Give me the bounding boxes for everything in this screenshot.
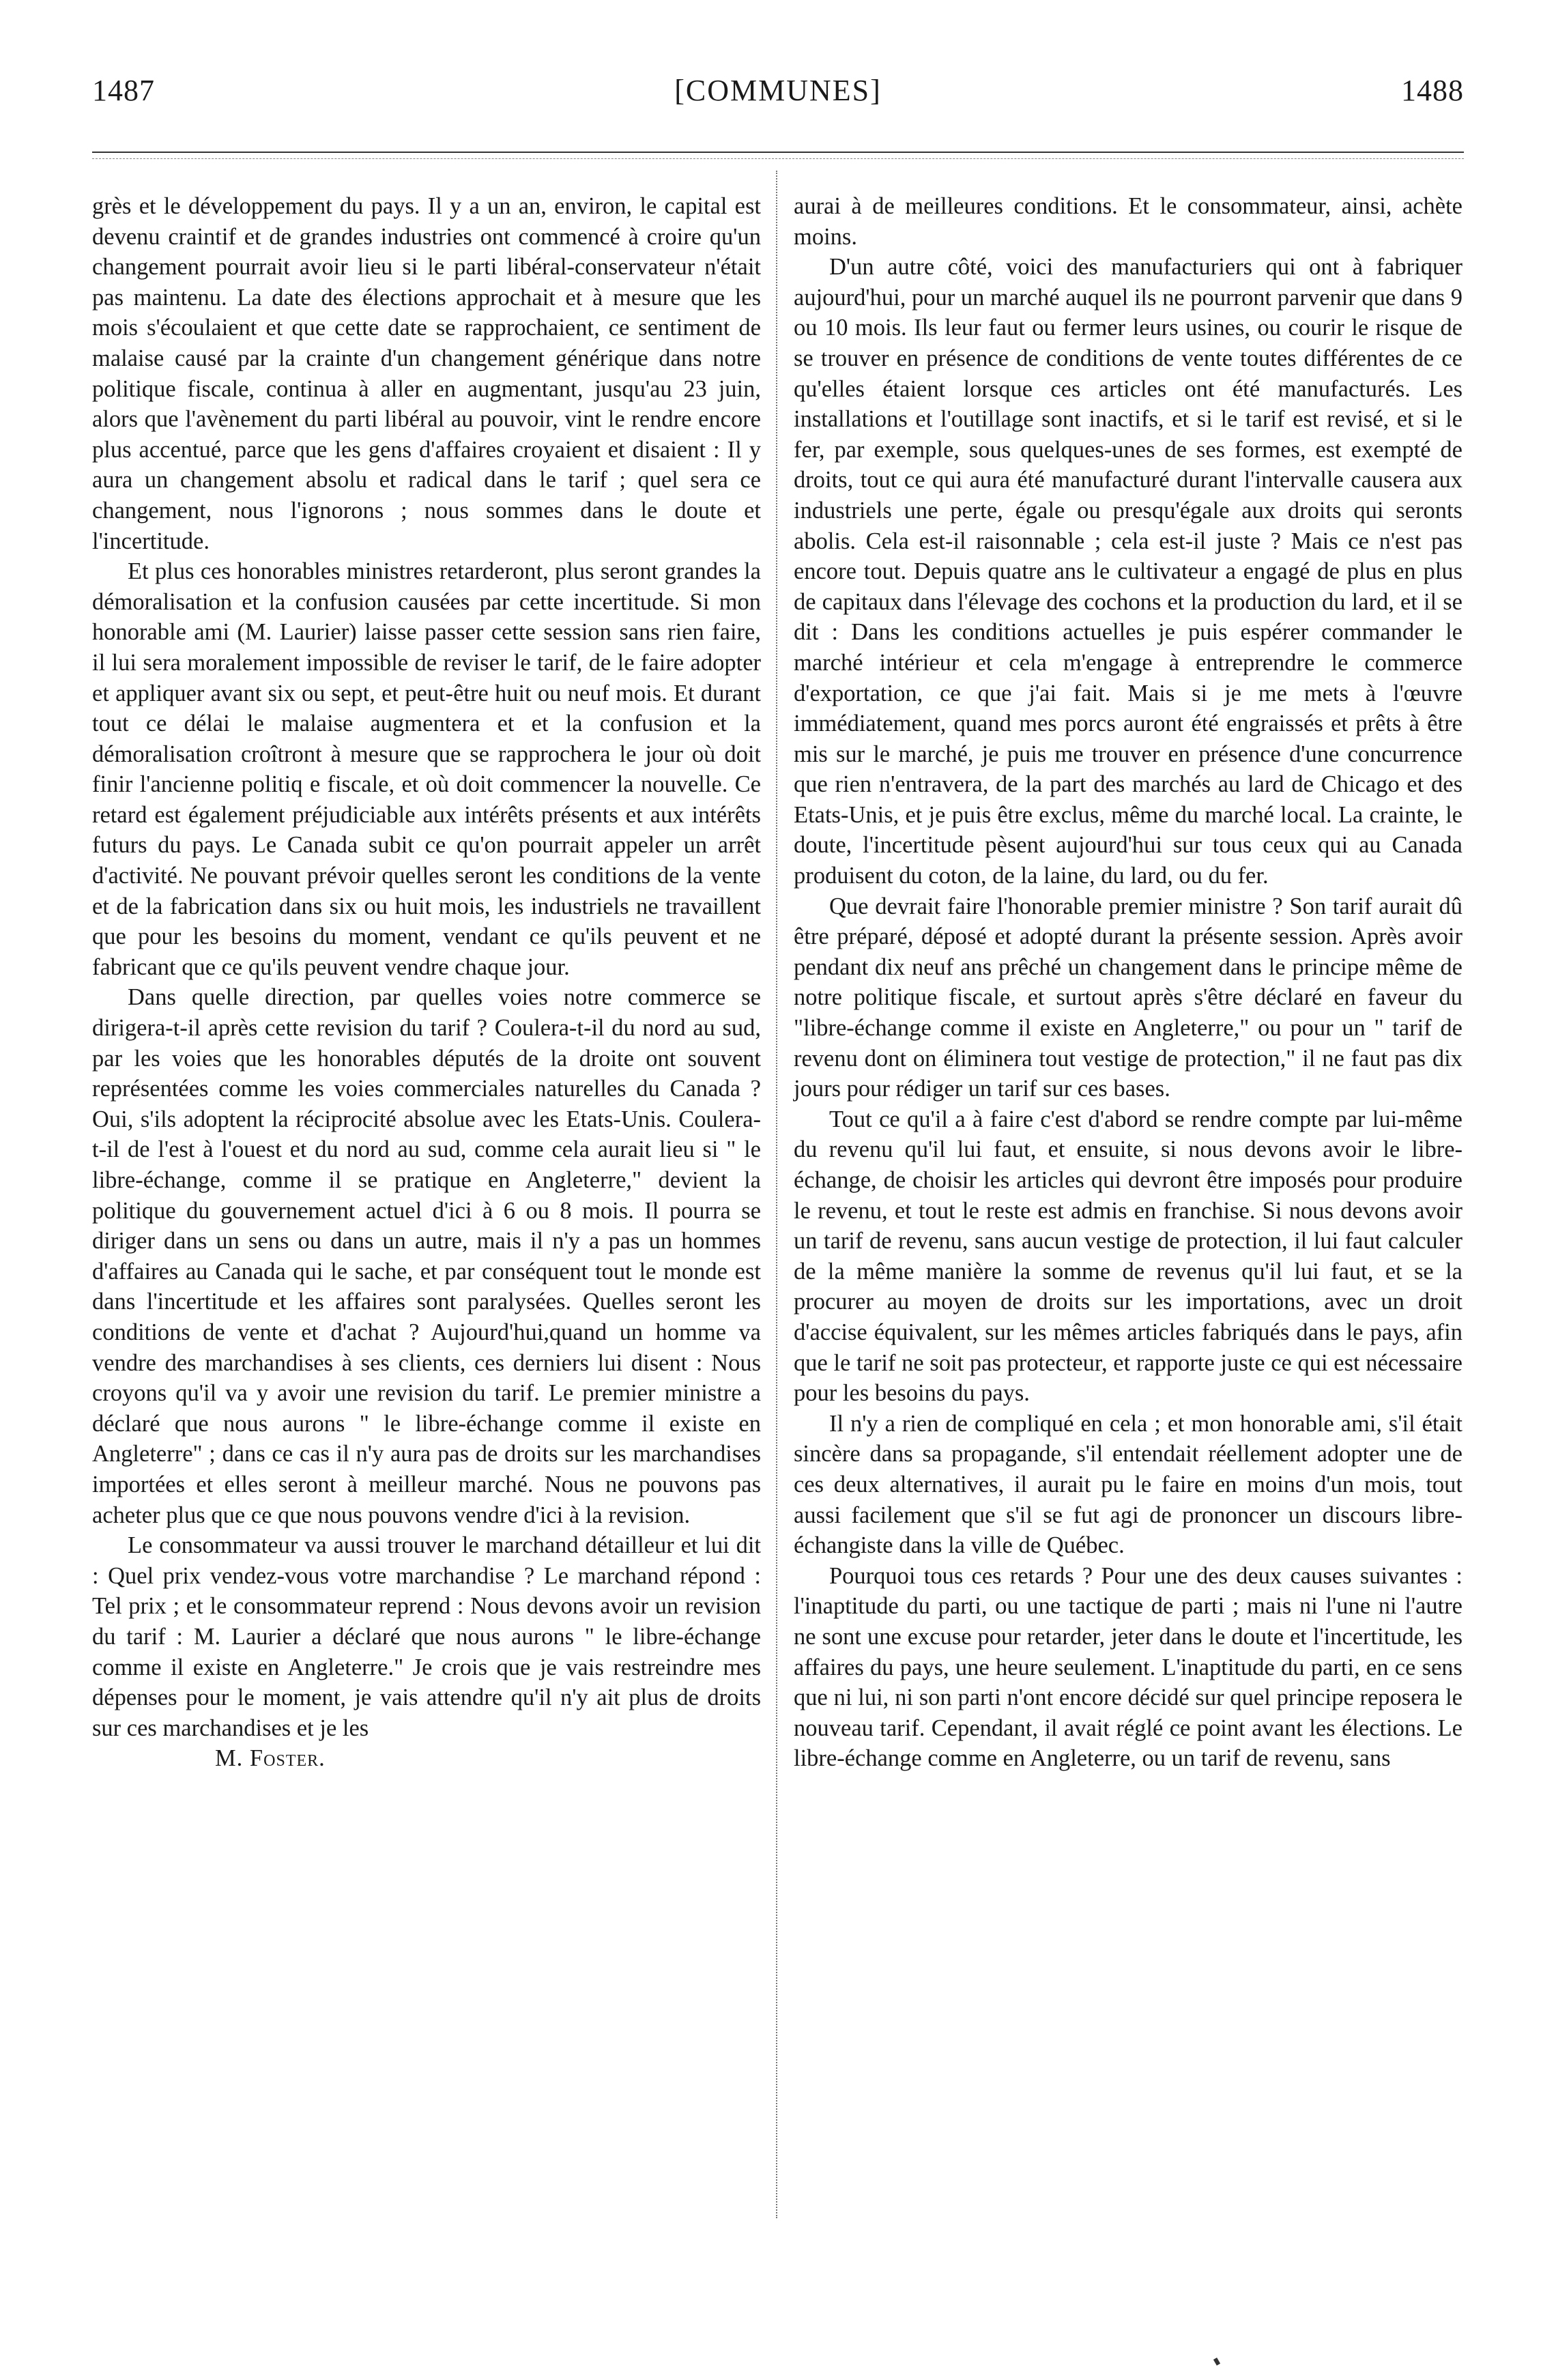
speaker-signature: M. Foster. [215, 1745, 326, 1772]
right-paragraph-4: Tout ce qu'il a à faire c'est d'abord se rendre compte par lui-même du revenu qu'il lui faut, et ensuite, si nous devons avoir le libre-échange, de choisir les articles qui devront être imposés pour produire le revenu, et tout le reste est admis en franchise. Si nous devons avoir un tarif de revenu, sans aucun vestige de protection, il lui faut calculer de la même manière la somme de revenus qu'il lui faut, et se la procurer au moyen de droits sur les importations, avec un droit d'accise équivalent, sur les mêmes articles fabriqués dans le pays, afin que le tarif ne soit pas protecteur, et rapporte juste ce qui est nécessaire pour les besoins du pays. [794, 1106, 1463, 1407]
header-rule [92, 152, 1464, 153]
page-header [92, 65, 1464, 119]
right-paragraph-1: aurai à de meilleures conditions. Et le consommateur, ainsi, achète moins. [794, 193, 1463, 250]
page-number-right: 1488 [1401, 74, 1464, 107]
right-paragraph-5: Il n'y a rien de compliqué en cela ; et mon honorable ami, s'il était sincère dans sa propagande, s'il entendait réellement adopter une de ces deux alternatives, il aurait pu le faire en moins d'un mois, tout aussi facilement que s'il se fut agi de prononcer un discours libre-échangiste dans la ville de Québec. [794, 1410, 1463, 1559]
left-paragraph-1: grès et le développement du pays. Il y a un an, environ, le capital est devenu craintif et de grandes industries ont commencé à croire qu'un changement pourrait avoir lieu si le parti libéral-conservateur n'était pas maintenu. La date des élections approchait et à mesure que les mois s'écoulaient et que cette date se rapprochaient, ce sentiment de malaise causé par la crainte d'un changement générique dans notre politique fiscale, continua à aller en augmentant, jusqu'au 23 juin, alors que l'avènement du parti libéral au pouvoir, vint le rendre encore plus accentué, parce que les gens d'affaires croyaient et disaient : Il y aura un changement absolu et radical dans le tarif ; quel sera ce changement, nous l'ignorons ; nous sommes dans le doute et l'incertitude. [92, 193, 761, 554]
left-paragraph-4: Le consommateur va aussi trouver le marchand détailleur et lui dit : Quel prix vendez-vous votre marchandise ? Le marchand répond : Tel prix ; et le consommateur reprend : Nous devons avoir un revision du tarif : M. Laurier a déclaré que nous aurons " le libre-échange comme il existe en Angleterre." Je crois que je vais restreindre mes dépenses pour le moment, je vais attendre qu'il n'y ait plus de droits sur ces marchandises et je les [92, 1532, 761, 1741]
page-number-left: 1487 [92, 74, 155, 107]
left-column [92, 191, 761, 1774]
running-title: [COMMUNES] [674, 74, 882, 107]
right-column [794, 191, 1463, 1774]
left-paragraph-3: Dans quelle direction, par quelles voies notre commerce se dirigera-t-il après cette revision du tarif ? Coulera-t-il du nord au sud, par les voies que les honorables députés de la droite ont souvent représentées comme les voies commerciales naturelles du Canada ? Oui, s'ils adoptent la réciprocité absolue avec les Etats-Unis. Coulera-t-il de l'est à l'ouest et du nord au sud, comme cela aurait lieu si " le libre-échange, comme il se pratique en Angleterre," devient la politique du gouvernement actuel d'ici à 6 ou 8 mois. Il pourra se diriger dans un sens ou dans un autre, mais il n'y a pas un hommes d'affaires au Canada qui le sache, et par conséquent tout le monde est dans l'incertitude et les affaires sont paralysées. Quelles seront les conditions de vente et d'achat ? Aujourd'hui,quand un homme va vendre des marchandises à ses clients, ces derniers lui disent : Nous croyons qu'il va y avoir une revision du tarif. Le premier ministre a déclaré que nous aurons " le libre-échange comme il existe en Angleterre" ; dans ce cas il n'y aura pas de droits sur les marchandises importées et elles seront à meilleur marché. Nous ne pouvons pas acheter plus que ce que nous pouvons vendre d'ici à la revision. [92, 984, 761, 1528]
column-divider [776, 171, 777, 2218]
header-rule-secondary [92, 158, 1464, 159]
print-speck [1213, 2357, 1220, 2366]
right-paragraph-2: D'un autre côté, voici des manufacturiers qui ont à fabriquer aujourd'hui, pour un marché auquel ils ne pourront parvenir que dans 9 ou 10 mois. Ils leur faut ou fermer leurs usines, ou courir le risque de se trouver en présence de conditions de vente toutes différentes de ce qu'elles étaient lorsque ces articles ont été manufacturés. Les installations et l'outillage sont inactifs, et si le tarif est revisé, et si le fer, par exemple, sous quelques-unes de ses formes, est exempté de droits, tout ce qui aura été manufacturé durant l'intervalle causera aux industriels une perte, égale ou presqu'égale aux droits qui seronts abolis. Cela est-il raisonnable ; cela est-il juste ? Mais ce n'est pas encore tout. Depuis quatre ans le cultivateur a engagé de plus en plus de capitaux dans l'élevage des cochons et la production du lard, et il se dit : Dans les conditions actuelles je puis espérer commander le marché intérieur et cela m'engage à entreprendre le commerce d'exportation, ce que j'ai fait. Mais si je me mets à l'œuvre immédiatement, quand mes porcs auront été engraissés et prêts à être mis sur le marché, je puis me trouver en présence d'une concurrence que rien n'entravera, de la part des marchés au lard de Chicago et des Etats-Unis, et je puis être exclus, même du marché local. La crainte, le doute, l'incertitude pèsent aujourd'hui sur tous ceux qui au Canada produisent du coton, de la laine, du lard, ou du fer. [794, 254, 1463, 889]
right-paragraph-3: Que devrait faire l'honorable premier ministre ? Son tarif aurait dû être préparé, déposé et adopté durant la présente session. Après avoir pendant dix neuf ans prêché un changement dans le principe même de notre politique fiscale, et surtout après s'être déclaré en faveur du "libre-échange comme il existe en Angleterre," ou pour un " tarif de revenu dont on éliminera tout vestige de protection," il ne faut pas dix jours pour rédiger un tarif sur ces bases. [794, 893, 1463, 1102]
right-paragraph-6: Pourquoi tous ces retards ? Pour une des deux causes suivantes : l'inaptitude du parti, ou une tactique de parti ; mais ni l'une ni l'autre ne sont une excuse pour retarder, jeter dans le doute et l'incertitude, les affaires du pays, une heure seulement. L'inaptitude du parti, en ce sens que ni lui, ni son parti n'ont encore décidé sur quel principe reposera le nouveau tarif. Cependant, il avait réglé ce point avant les élections. Le libre-échange comme en Angleterre, ou un tarif de revenu, sans [794, 1562, 1463, 1772]
left-paragraph-2: Et plus ces honorables ministres retarderont, plus seront grandes la démoralisation et la confusion causées par cette incertitude. Si mon honorable ami (M. Laurier) laisse passer cette session sans rien faire, il lui sera moralement impossible de reviser le tarif, de le faire adopter et appliquer avant six ou sept, et peut-être huit ou neuf mois. Et durant tout ce délai le malaise augmentera et et la confusion et la démoralisation croîtront à mesure que se rapprochera le jour où doit finir l'ancienne politiq e fiscale, et où doit commencer la nouvelle. Ce retard est également préjudiciable aux intérêts présents et aux intérêts futurs du pays. Le Canada subit ce qu'on pourrait appeler un arrêt d'activité. Ne pouvant prévoir quelles seront les conditions de la vente et de la fabrication dans six ou huit mois, les industriels ne travaillent que pour les besoins du moment, vendant ce qu'ils peuvent et ne fabricant que ce qu'ils peuvent vendre chaque jour. [92, 558, 761, 980]
